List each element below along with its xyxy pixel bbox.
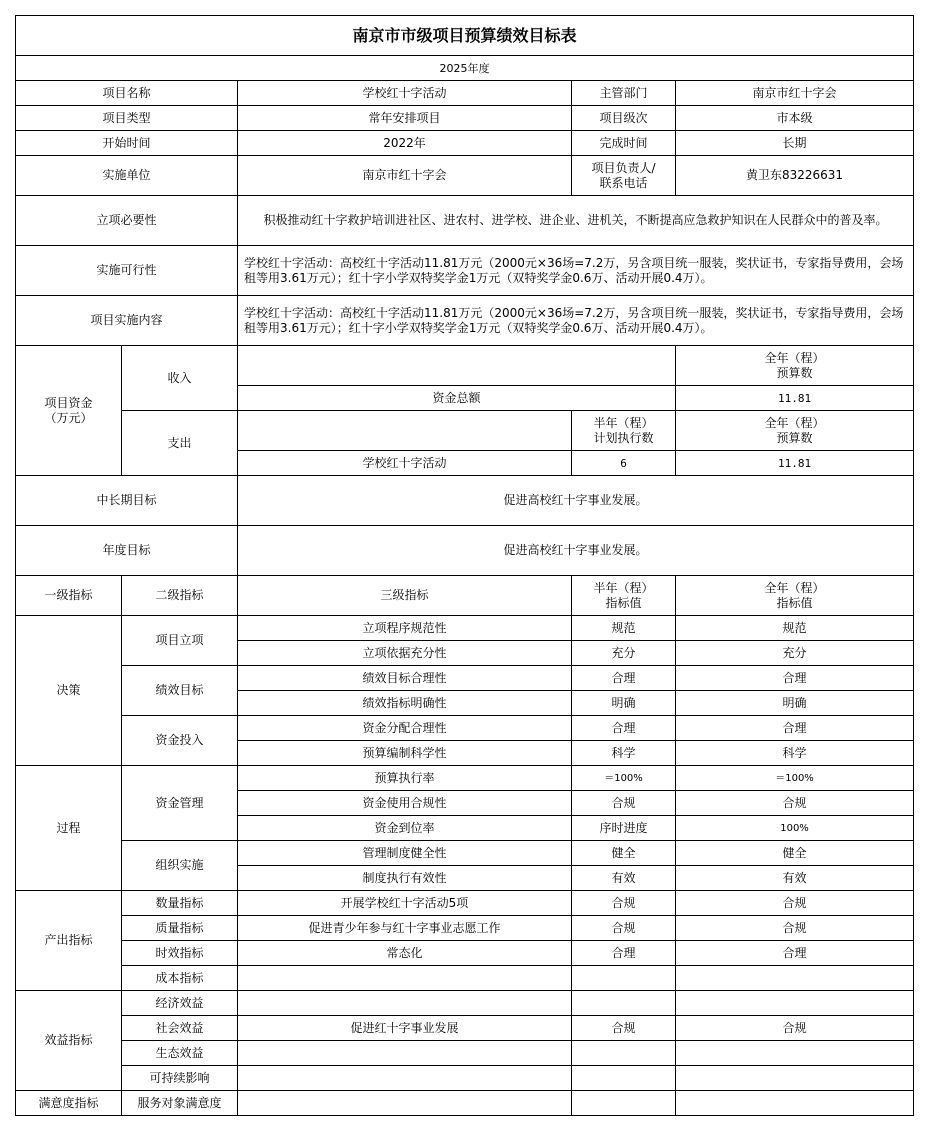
level2-name: 生态效益 — [122, 1041, 238, 1066]
indicator-half: 健全 — [572, 841, 676, 866]
project-owner-label: 项目负责人/ 联系电话 — [572, 156, 676, 196]
indicator-full: 合理 — [676, 941, 914, 966]
indicator-half: 充分 — [572, 641, 676, 666]
indicator-name: 资金分配合理性 — [238, 716, 572, 741]
department-label: 主管部门 — [572, 81, 676, 106]
indicator-name: 制度执行有效性 — [238, 866, 572, 891]
indicator-name: 绩效目标合理性 — [238, 666, 572, 691]
indicator-name: 管理制度健全性 — [238, 841, 572, 866]
indicator-full: 合理 — [676, 716, 914, 741]
level3-header: 三级指标 — [238, 576, 572, 616]
project-type-label: 项目类型 — [16, 106, 238, 131]
indicator-name — [238, 1066, 572, 1091]
indicator-full: 明确 — [676, 691, 914, 716]
indicator-name: 预算编制科学性 — [238, 741, 572, 766]
funds-input-label: 资金投入 — [122, 716, 238, 766]
indicator-full — [676, 966, 914, 991]
benefit-label: 效益指标 — [16, 991, 122, 1091]
indicator-name: 促进青少年参与红十字事业志愿工作 — [238, 916, 572, 941]
level2-name: 经济效益 — [122, 991, 238, 1016]
indicator-full — [676, 991, 914, 1016]
expense-item: 学校红十字活动 — [238, 451, 572, 476]
indicator-half: 合规 — [572, 891, 676, 916]
indicator-name: 资金到位率 — [238, 816, 572, 841]
level2-name: 可持续影响 — [122, 1066, 238, 1091]
project-level: 市本级 — [676, 106, 914, 131]
indicator-full: 合规 — [676, 791, 914, 816]
indicator-half — [572, 1041, 676, 1066]
level1-header: 一级指标 — [16, 576, 122, 616]
indicator-half: 合理 — [572, 716, 676, 741]
content-label: 项目实施内容 — [16, 296, 238, 346]
department: 南京市红十字会 — [676, 81, 914, 106]
indicator-name — [238, 966, 572, 991]
indicator-half — [572, 1091, 676, 1116]
indicator-full — [676, 1066, 914, 1091]
half-value-header: 半年（程） 指标值 — [572, 576, 676, 616]
indicator-name: 绩效指标明确性 — [238, 691, 572, 716]
indicator-half: 合规 — [572, 791, 676, 816]
indicator-half: 明确 — [572, 691, 676, 716]
level2-name: 成本指标 — [122, 966, 238, 991]
indicator-half — [572, 1066, 676, 1091]
implementing-unit: 南京市红十字会 — [238, 156, 572, 196]
level2-name: 社会效益 — [122, 1016, 238, 1041]
half-plan-header: 半年（程） 计划执行数 — [572, 411, 676, 451]
total-funds-label: 资金总额 — [238, 386, 676, 411]
expense-item-half: 6 — [572, 451, 676, 476]
performance-target-table — [15, 15, 914, 1116]
long-term-goal: 促进高校红十字事业发展。 — [238, 476, 914, 526]
level2-name: 质量指标 — [122, 916, 238, 941]
funds-label: 项目资金 （万元） — [16, 346, 122, 476]
indicator-half: 规范 — [572, 616, 676, 641]
indicator-full: 合规 — [676, 891, 914, 916]
indicator-full: 合理 — [676, 666, 914, 691]
indicator-full: 有效 — [676, 866, 914, 891]
indicator-name — [238, 1091, 572, 1116]
level2-name: 服务对象满意度 — [122, 1091, 238, 1116]
table-title: 南京市市级项目预算绩效目标表 — [16, 16, 914, 56]
expense-item-annual: 11.81 — [676, 451, 914, 476]
indicator-full: ＝100% — [676, 766, 914, 791]
indicator-half: 有效 — [572, 866, 676, 891]
indicator-name: 立项依据充分性 — [238, 641, 572, 666]
expense-blank — [238, 411, 572, 451]
expense-annual-budget-header: 全年（程） 预算数 — [676, 411, 914, 451]
indicator-full: 健全 — [676, 841, 914, 866]
necessity-label: 立项必要性 — [16, 196, 238, 246]
annual-goal: 促进高校红十字事业发展。 — [238, 526, 914, 576]
annual-goal-label: 年度目标 — [16, 526, 238, 576]
indicator-full: 合规 — [676, 1016, 914, 1041]
project-level-label: 项目级次 — [572, 106, 676, 131]
indicator-half: ＝100% — [572, 766, 676, 791]
approval-label: 项目立项 — [122, 616, 238, 666]
expense-label: 支出 — [122, 411, 238, 476]
indicator-half: 合理 — [572, 941, 676, 966]
indicator-full: 合规 — [676, 916, 914, 941]
indicator-half — [572, 991, 676, 1016]
level2-name: 时效指标 — [122, 941, 238, 966]
level2-name: 数量指标 — [122, 891, 238, 916]
indicator-name: 开展学校红十字活动5项 — [238, 891, 572, 916]
end-time-label: 完成时间 — [572, 131, 676, 156]
content-text: 学校红十字活动：高校红十字活动11.81万元（2000元×36场=7.2万，另含项目统一服装，奖状证书，专家指导费用，会场租等用3.61万元）；红十字小学双特奖学金1万元（双特奖学金0.6万、活动开展0.4万）。 — [238, 296, 914, 346]
performance-goal-label: 绩效目标 — [122, 666, 238, 716]
indicator-half: 合理 — [572, 666, 676, 691]
decision-label: 决策 — [16, 616, 122, 766]
indicator-half: 序时进度 — [572, 816, 676, 841]
organization-label: 组织实施 — [122, 841, 238, 891]
output-label: 产出指标 — [16, 891, 122, 991]
indicator-name: 资金使用合规性 — [238, 791, 572, 816]
indicator-name: 促进红十字事业发展 — [238, 1016, 572, 1041]
indicator-half: 合规 — [572, 1016, 676, 1041]
indicator-full — [676, 1041, 914, 1066]
level2-header: 二级指标 — [122, 576, 238, 616]
long-term-goal-label: 中长期目标 — [16, 476, 238, 526]
indicator-full — [676, 1091, 914, 1116]
indicator-half: 科学 — [572, 741, 676, 766]
end-time: 长期 — [676, 131, 914, 156]
income-annual-budget-header: 全年（程） 预算数 — [676, 346, 914, 386]
project-name-label: 项目名称 — [16, 81, 238, 106]
start-time-label: 开始时间 — [16, 131, 238, 156]
indicator-full: 100% — [676, 816, 914, 841]
indicator-name: 常态化 — [238, 941, 572, 966]
feasibility-text: 学校红十字活动：高校红十字活动11.81万元（2000元×36场=7.2万，另含项目统一服装，奖状证书，专家指导费用，会场租等用3.61万元）；红十字小学双特奖学金1万元（双特奖学金0.6万、活动开展0.4万）。 — [238, 246, 914, 296]
indicator-name — [238, 991, 572, 1016]
project-type: 常年安排项目 — [238, 106, 572, 131]
feasibility-label: 实施可行性 — [16, 246, 238, 296]
indicator-half — [572, 966, 676, 991]
total-funds-value: 11.81 — [676, 386, 914, 411]
implementing-unit-label: 实施单位 — [16, 156, 238, 196]
process-label: 过程 — [16, 766, 122, 891]
indicator-full: 规范 — [676, 616, 914, 641]
fiscal-year: 2025年度 — [16, 56, 914, 81]
income-label: 收入 — [122, 346, 238, 411]
indicator-half: 合规 — [572, 916, 676, 941]
project-owner: 黄卫东83226631 — [676, 156, 914, 196]
full-value-header: 全年（程） 指标值 — [676, 576, 914, 616]
funds-management-label: 资金管理 — [122, 766, 238, 841]
indicator-name: 立项程序规范性 — [238, 616, 572, 641]
income-blank — [238, 346, 676, 386]
satisfaction-label: 满意度指标 — [16, 1091, 122, 1116]
start-time: 2022年 — [238, 131, 572, 156]
indicator-name — [238, 1041, 572, 1066]
project-name: 学校红十字活动 — [238, 81, 572, 106]
indicator-name: 预算执行率 — [238, 766, 572, 791]
indicator-full: 科学 — [676, 741, 914, 766]
necessity-text: 积极推动红十字救护培训进社区、进农村、进学校、进企业、进机关，不断提高应急救护知识在人民群众中的普及率。 — [238, 196, 914, 246]
indicator-full: 充分 — [676, 641, 914, 666]
